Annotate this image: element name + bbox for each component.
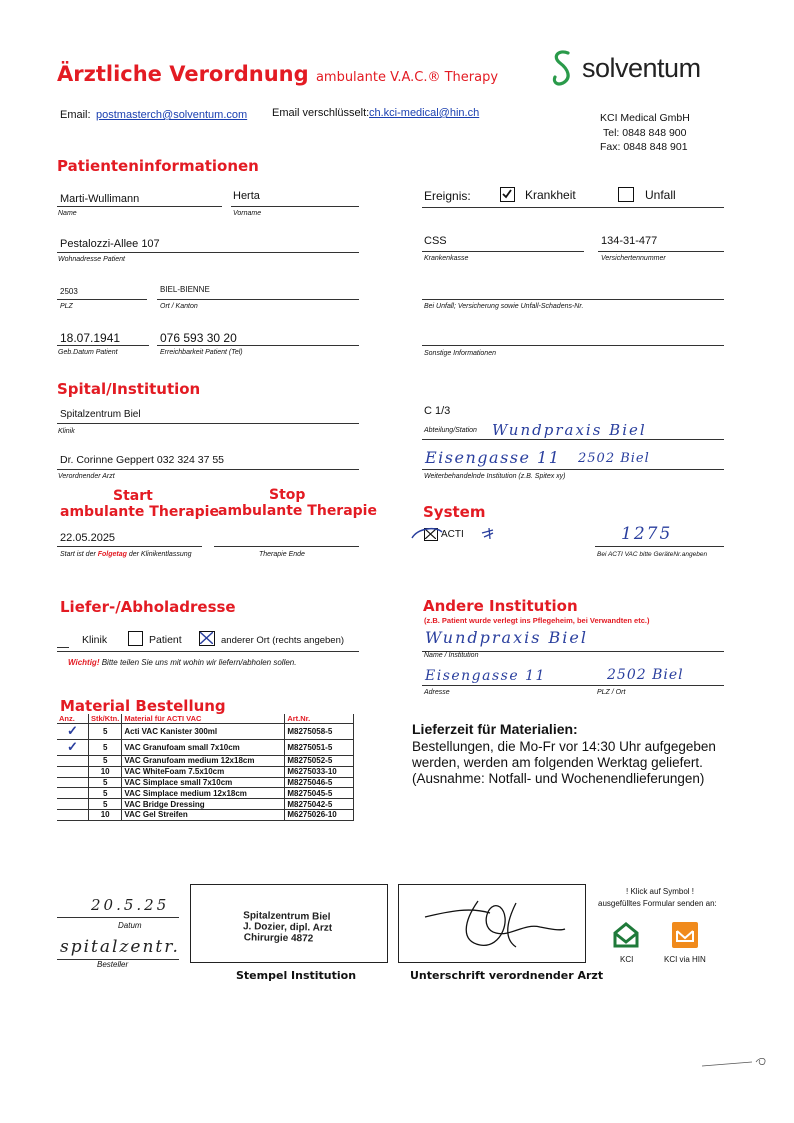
plz-caption: PLZ [60, 303, 73, 310]
versichertennummer-caption: Versichertennummer [601, 255, 666, 262]
section-andere: Andere Institution [423, 597, 578, 615]
stk-cell: 10 [89, 766, 122, 777]
material-cell: VAC Bridge Dressing [122, 799, 285, 810]
kci-hin-label: KCI via HIN [664, 955, 706, 964]
handwritten-circle-mark [410, 524, 444, 546]
section-system: System [423, 503, 486, 521]
start-date[interactable]: 22.05.2025 [60, 532, 116, 544]
form-title: Ärztliche Verordnung ambulante V.A.C.® Therapy [57, 62, 499, 86]
stop-title: Stop [269, 487, 306, 503]
kci-hin-email-icon[interactable] [671, 921, 699, 949]
table-row [57, 777, 354, 788]
arzt-value[interactable]: Dr. Corinne Geppert 032 324 37 55 [60, 454, 225, 466]
anz-cell[interactable]: ✓ [57, 724, 89, 740]
stempel-caption: Stempel Institution [236, 969, 357, 982]
material-cell: VAC WhiteFoam 7.5x10cm [122, 766, 285, 777]
material-cell: Acti VAC Kanister 300ml [122, 724, 285, 740]
stop-title-2: ambulante Therapie [218, 503, 377, 519]
weiter-caption: Weiterbehandelnde Institution (z.B. Spitex xy) [424, 473, 566, 480]
stk-cell: 5 [89, 756, 122, 767]
ende-caption: Therapie Ende [259, 551, 305, 558]
stk-cell: 5 [89, 777, 122, 788]
artnr-cell: M8275046-5 [285, 777, 354, 788]
besteller-handwritten: spitalzentr. [60, 937, 180, 957]
logo-text: solventum [582, 52, 701, 83]
table-row [57, 799, 354, 810]
signature-image [420, 893, 570, 955]
handwritten-arrow-mark [481, 526, 495, 540]
ort-caption: Ort / Kanton [160, 303, 198, 310]
krankenkasse[interactable]: CSS [424, 235, 447, 247]
stk-cell: 5 [89, 740, 122, 756]
table-row [57, 766, 354, 777]
stk-cell: 10 [89, 809, 122, 820]
table-row [57, 809, 354, 820]
liefer-klinik-label: Klinik [82, 634, 108, 646]
geraet-handwritten: 1275 [621, 524, 673, 544]
liefer-patient-label: Patient [149, 634, 182, 646]
company-tel: Tel: 0848 848 900 [603, 126, 687, 139]
krankheit-checkbox[interactable] [500, 187, 515, 202]
start-caption: Start ist der Folgetag der Klinikentlassung [60, 551, 192, 558]
klick-note: ! Klick auf Symbol ! [626, 887, 695, 896]
form-subtitle: ambulante V.A.C.® Therapy [315, 70, 499, 85]
abteilung-handwritten: Wundpraxis Biel [492, 421, 647, 439]
artnr-cell: M8275052-5 [285, 756, 354, 767]
liefer-anderer-label: anderer Ort (rechts angeben) [221, 635, 345, 646]
material-cell: VAC Granufoam medium 12x18cm [122, 756, 285, 767]
patient-dob[interactable]: 18.07.1941 [60, 331, 121, 345]
company-fax: Fax: 0848 848 901 [600, 141, 688, 153]
section-patient: Patienteninformationen [57, 157, 259, 175]
address-caption: Wohnadresse Patient [58, 256, 125, 263]
ereignis-label: Ereignis: [424, 189, 471, 203]
email-label: Email: [60, 109, 91, 121]
artnr-cell: M6275033-10 [285, 766, 354, 777]
abteilung-value[interactable]: C 1/3 [424, 405, 451, 417]
table-row [57, 756, 354, 767]
section-material: Material Bestellung [60, 697, 226, 715]
sonstige-caption: Sonstige Informationen [424, 350, 496, 357]
header-material: Material für ACTI VAC [122, 714, 285, 724]
name-caption: Name [58, 210, 77, 217]
start-title-2: ambulante Therapie [60, 504, 219, 520]
material-cell: VAC Granufoam small 7x10cm [122, 740, 285, 756]
datum-handwritten: 20.5.25 [91, 896, 170, 914]
stk-cell: 5 [89, 788, 122, 799]
krankenkasse-caption: Krankenkasse [424, 255, 469, 262]
material-cell: VAC Gel Streifen [122, 809, 285, 820]
artnr-cell: M8275058-5 [285, 724, 354, 740]
patient-plz[interactable]: 2503 [60, 287, 78, 296]
vorname-caption: Vorname [233, 210, 262, 217]
cross-icon [200, 632, 213, 644]
senden-note: ausgefülltes Formular senden an: [598, 899, 717, 908]
anz-cell[interactable]: ✓ [57, 740, 89, 756]
patient-ort[interactable]: BIEL-BIENNE [160, 285, 210, 294]
check-icon [501, 188, 513, 200]
artnr-cell: M6275026-10 [285, 809, 354, 820]
phone-caption: Erreichbarkeit Patient (Tel) [160, 349, 243, 356]
andere-plz-caption: PLZ / Ort [597, 689, 626, 696]
patient-vorname[interactable]: Herta [233, 190, 260, 202]
patient-name[interactable]: Marti-Wullimann [60, 193, 140, 205]
lieferzeit-text: Bestellungen, die Mo-Fr vor 14:30 Uhr aufgegeben werden, werden am folgenden Werktag geliefert. (Ausnahme: Notfall- und Wochenendlieferungen) [412, 739, 716, 786]
table-row [57, 788, 354, 799]
stk-cell: 5 [89, 799, 122, 810]
corner-scribble [700, 1052, 772, 1072]
material-cell: VAC Simplace small 7x10cm [122, 777, 285, 788]
krankheit-label: Krankheit [525, 188, 576, 202]
stk-cell: 5 [89, 724, 122, 740]
artnr-cell: M8275051-5 [285, 740, 354, 756]
liefer-patient-checkbox[interactable] [128, 631, 143, 646]
anz-cell[interactable] [57, 756, 89, 767]
table-row [57, 724, 354, 740]
anz-cell[interactable] [57, 809, 89, 820]
kci-label: KCI [620, 955, 634, 964]
andere-addr-caption: Adresse [424, 689, 450, 696]
lieferzeit-title: Lieferzeit für Materialien: [412, 721, 578, 737]
liefer-anderer-checkbox[interactable] [199, 631, 215, 646]
company-name: KCI Medical GmbH [600, 112, 690, 124]
unterschrift-caption: Unterschrift verordnender Arzt [410, 969, 604, 982]
anz-cell[interactable] [57, 799, 89, 810]
email-encrypted-link[interactable]: ch.kci-medical@hin.ch [369, 107, 480, 119]
dob-caption: Geb.Datum Patient [58, 349, 118, 356]
abteilung-caption: Abteilung/Station [424, 427, 477, 434]
anz-cell[interactable] [57, 766, 89, 777]
weiter-hand-plz: 2502 Biel [578, 451, 650, 466]
patient-phone[interactable]: 076 593 30 20 [160, 331, 237, 345]
arzt-caption: Verordnender Arzt [58, 473, 115, 480]
artnr-cell: M8275042-5 [285, 799, 354, 810]
start-title: Start [113, 488, 153, 504]
anz-cell[interactable] [57, 777, 89, 788]
andere-plz-handwritten: 2502 Biel [607, 667, 684, 683]
kci-email-icon[interactable] [612, 922, 640, 948]
klinik-caption: Klinik [58, 428, 75, 435]
andere-name-handwritten: Wundpraxis Biel [425, 628, 588, 647]
patient-address[interactable]: Pestalozzi-Allee 107 [60, 238, 160, 250]
solventum-logo [548, 48, 701, 88]
unfall-info-caption: Bei Unfall; Versicherung sowie Unfall-Schadens-Nr. [424, 303, 584, 310]
unfall-checkbox[interactable] [618, 187, 634, 202]
solventum-logo-icon [548, 48, 578, 88]
unfall-label: Unfall [645, 188, 676, 202]
header-stk: Stk/Ktn. [89, 714, 122, 724]
andere-addr-handwritten: Eisengasse 11 [425, 668, 546, 684]
wichtig-note: Wichtig! Bitte teilen Sie uns mit wohin wir liefern/abholen sollen. [68, 658, 297, 667]
header-anz: Anz. [57, 714, 89, 724]
andere-note: (z.B. Patient wurde verlegt ins Pflegeheim, bei Verwandten etc.) [424, 616, 650, 625]
stempel-text: Spitalzentrum Biel J. Dozier, dipl. Arzt Chirurgie 4872 [242, 910, 333, 945]
geraet-caption: Bei ACTI VAC bitte GeräteNr.angeben [597, 551, 708, 558]
versichertennummer[interactable]: 134-31-477 [601, 235, 658, 247]
andere-name-caption: Name / Institution [424, 652, 479, 659]
header-artnr: Art.Nr. [285, 714, 354, 724]
material-table [57, 714, 354, 821]
table-row [57, 740, 354, 756]
klinik-value[interactable]: Spitalzentrum Biel [60, 409, 141, 420]
datum-caption: Datum [118, 921, 142, 930]
material-header-row [57, 714, 354, 724]
section-liefer: Liefer-/Abholadresse [60, 598, 236, 616]
company-contact [600, 111, 690, 155]
material-cell: VAC Simplace medium 12x18cm [122, 788, 285, 799]
acti-label: ACTI [441, 529, 464, 540]
email-encrypted-label: Email verschlüsselt: [272, 107, 370, 119]
anz-cell[interactable] [57, 788, 89, 799]
section-spital: Spital/Institution [57, 380, 201, 398]
weiter-hand-address: Eisengasse 11 [425, 448, 561, 467]
besteller-caption: Besteller [97, 960, 129, 969]
email-link[interactable]: postmasterch@solventum.com [96, 109, 248, 121]
artnr-cell: M8275045-5 [285, 788, 354, 799]
